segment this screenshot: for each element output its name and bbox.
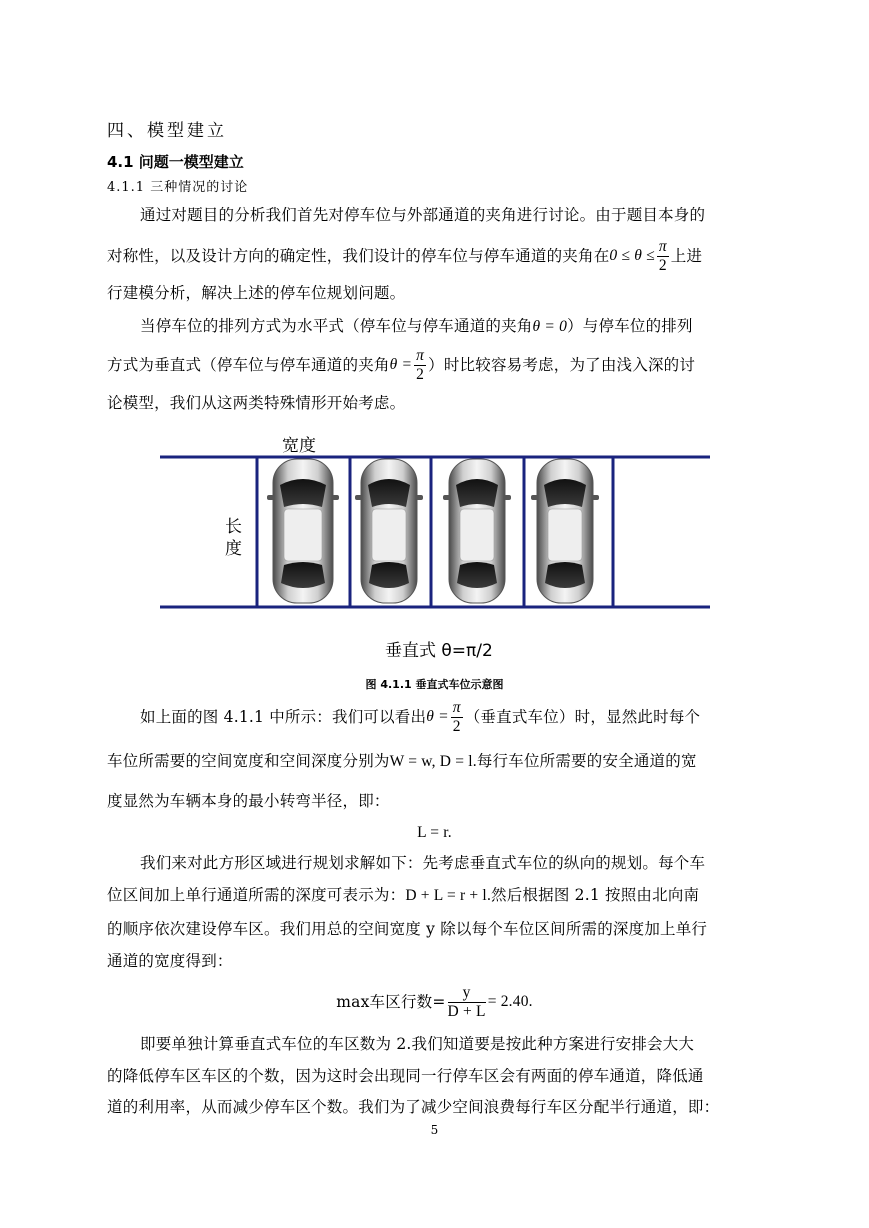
p4-line2-text-a: 位区间加上单行通道所需的深度可表示为： [107,886,406,904]
p1-line2-text-b: 上进 [670,247,703,265]
p2-line1-math: θ = 0 [532,318,568,335]
p3-line1-text-a: 如上面的图 4.1.1 中所示：我们可以看出 [140,708,427,726]
p4-line2-math: D + L = r + l. [405,887,492,904]
p1-line3: 行建模分析，解决上述的停车位规划问题。 [107,284,406,302]
subsection-title: 4.1 问题一模型建立 [107,153,244,171]
p1-line2-text-a: 对称性，以及设计方向的确定性，我们设计的停车位与停车通道的夹角在 [107,247,610,265]
p2-line2-math: θ = [389,356,413,373]
p3-line2-text-b: 每行车位所需要的安全通道的宽 [476,752,697,770]
p1-line2-math: 0 ≤ θ ≤ [609,247,655,264]
p1-line2-frac-num: π [658,237,667,255]
figure-length-label-2: 度 [225,539,242,559]
p2-line2-fraction [414,347,426,384]
p4-line3: 的顺序依次建设停车区。我们用总的空间宽度 y 除以每个车位区间所需的深度加上单行 [107,920,708,938]
p4-eq-text-b: = 2.40. [487,993,533,1010]
figure-width-label: 宽度 [282,436,316,456]
car-icon [355,459,423,603]
p3-line3: 度显然为车辆本身的最小转弯半径，即： [107,792,390,810]
p1-line2-frac-den: 2 [658,256,667,274]
p4-line1: 我们来对此方形区域进行规划求解如下：先考虑垂直式车位的纵向的规划。每个车 [140,854,706,872]
p4-line4: 通道的宽度得到： [107,952,233,970]
p2-line2-frac-num: π [416,346,425,364]
p3-line1 [140,697,700,737]
p1-line2-fraction [657,238,669,275]
car-icon [531,459,599,603]
car-icon [443,459,511,603]
p4-eq-fraction [448,984,486,1021]
p4-eq-frac-num: y [448,984,486,1003]
p2-line3: 论模型，我们从这两类特殊情形开始考虑。 [107,394,406,412]
p4-line2 [107,885,699,906]
figure-length-label-1: 长 [225,517,242,537]
figure-bottom-label: 垂直式 θ=π/2 [385,641,493,661]
p5-line3: 道的利用率，从而减少停车区个数。我们为了减少空间浪费每行车区分配半行通道，即： [107,1098,720,1116]
p3-equation: L = r. [417,824,452,841]
p5-line2: 的降低停车区车区的个数，因为这时会出现同一行停车区会有两面的停车通道，降低通 [107,1067,704,1085]
p3-line1-math: θ = [426,708,449,725]
p1-line2 [107,236,702,276]
p2-line2-frac-den: 2 [416,365,425,383]
p4-equation [0,982,869,1022]
section-title: 四、模型建立 [107,121,227,141]
p4-line2-text-b: 然后根据图 2.1 按照由北向南 [491,886,700,904]
p3-line1-frac-den: 2 [452,717,461,735]
p2-line1 [140,316,693,337]
p3-line2-text-a: 车位所需要的空间宽度和空间深度分别为 [107,752,390,770]
p4-eq-text-a: max车区行数= [336,993,446,1011]
subsubsection-title: 4.1.1 三种情况的讨论 [107,180,249,195]
p5-line1: 即要单独计算垂直式车位的车区数为 2.我们知道要是按此种方案进行安排会大大 [140,1035,695,1053]
p3-line1-frac-num: π [452,698,461,716]
p3-line2-math: W = w, D = l. [389,753,477,770]
car-icon [267,459,339,603]
p3-line1-text-b: （垂直式车位）时，显然此时每个 [464,708,701,726]
p1-line1: 通过对题目的分析我们首先对停车位与外部通道的夹角进行讨论。由于题目本身的 [140,206,706,224]
p2-line2 [107,345,695,385]
p2-line2-text-b: ）时比较容易考虑，为了由浅入深的讨 [428,356,696,374]
p3-line1-fraction [451,699,463,736]
p4-eq-frac-den: D + L [447,1002,486,1020]
parking-diagram [160,448,710,618]
p2-line1-text-b: ）与停车位的排列 [567,317,693,335]
p2-line1-text-a: 当停车位的排列方式为水平式（停车位与停车通道的夹角 [140,317,533,335]
p2-line2-text-a: 方式为垂直式（停车位与停车通道的夹角 [107,356,390,374]
figure-caption: 图 4.1.1 垂直式车位示意图 [365,678,504,691]
p3-line2 [107,751,697,772]
page-number: 5 [430,1123,439,1137]
